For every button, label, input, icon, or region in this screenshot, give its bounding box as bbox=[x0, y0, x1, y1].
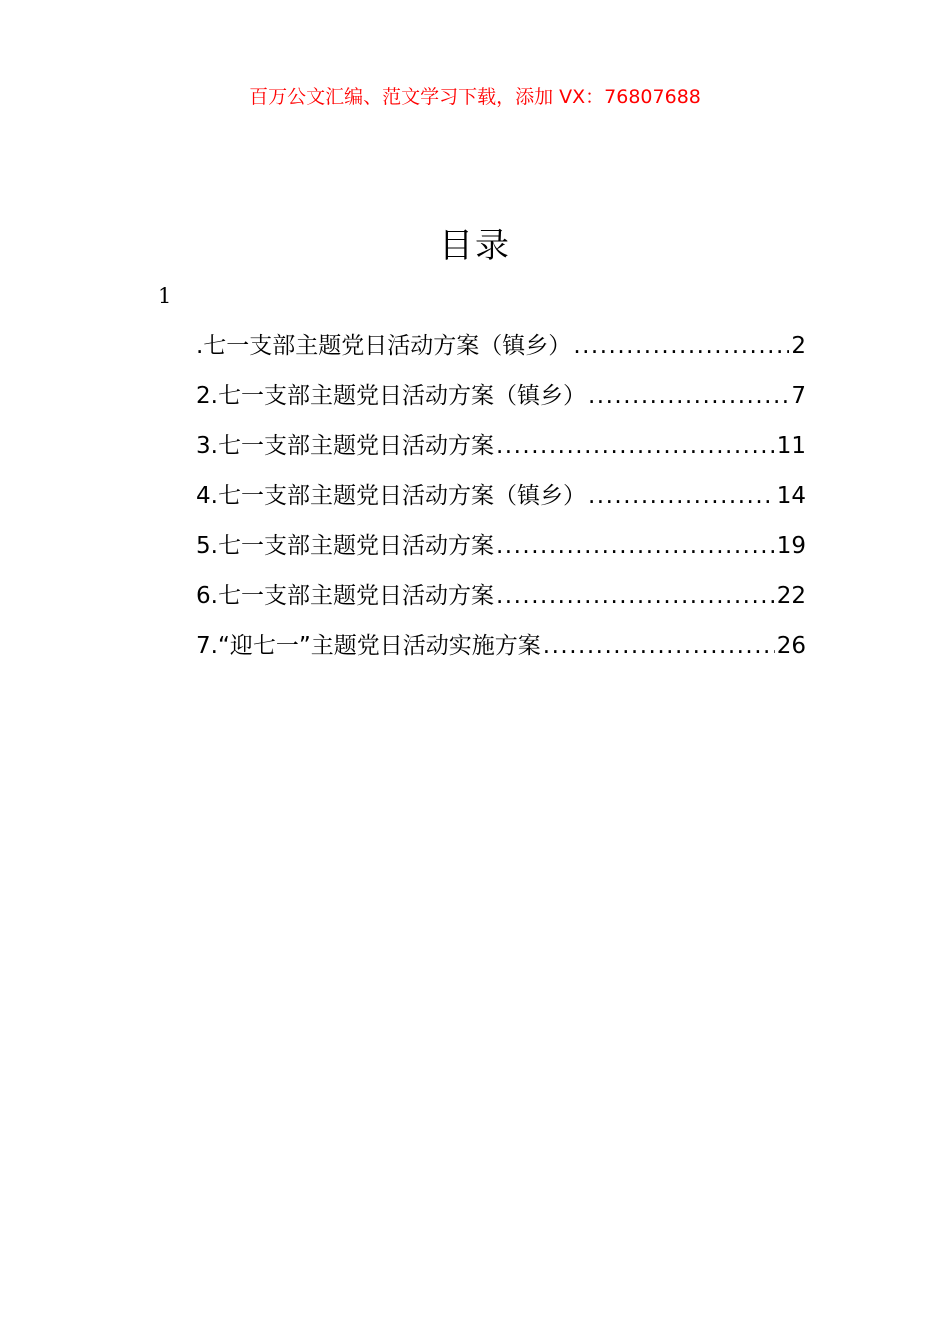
table-of-contents bbox=[196, 328, 806, 678]
toc-entry[interactable] bbox=[196, 428, 806, 478]
toc-entry[interactable] bbox=[196, 378, 806, 428]
toc-entry[interactable] bbox=[196, 528, 806, 578]
toc-entry-label: 7.“迎七一”主题党日活动实施方案 bbox=[196, 633, 541, 659]
toc-entry[interactable] bbox=[196, 478, 806, 528]
toc-dot-leader bbox=[496, 578, 775, 614]
toc-title: 目录 bbox=[439, 226, 511, 266]
toc-entry-label: 6.七一支部主题党日活动方案 bbox=[196, 583, 494, 609]
toc-entry-label: .七一支部主题党日活动方案（镇乡） bbox=[196, 333, 572, 359]
toc-page-number: 14 bbox=[776, 483, 806, 509]
page-marker: 1 bbox=[158, 284, 172, 308]
toc-entry-label: 3.七一支部主题党日活动方案 bbox=[196, 433, 494, 459]
toc-dot-leader bbox=[496, 428, 775, 464]
toc-dot-leader bbox=[573, 328, 789, 364]
toc-page-number: 7 bbox=[791, 383, 806, 409]
toc-entry-label: 5.七一支部主题党日活动方案 bbox=[196, 533, 494, 559]
toc-dot-leader bbox=[543, 628, 775, 664]
toc-page-number: 11 bbox=[776, 433, 806, 459]
toc-entry-label: 4.七一支部主题党日活动方案（镇乡） bbox=[196, 483, 586, 509]
toc-dot-leader bbox=[588, 478, 775, 514]
toc-page-number: 26 bbox=[776, 633, 806, 659]
toc-dot-leader bbox=[588, 378, 789, 414]
toc-entry[interactable] bbox=[196, 578, 806, 628]
header-note: 百万公文汇编、范文学习下载，添加 VX：76807688 bbox=[249, 86, 701, 108]
toc-dot-leader bbox=[496, 528, 775, 564]
toc-entry[interactable] bbox=[196, 628, 806, 678]
toc-entry-label: 2.七一支部主题党日活动方案（镇乡） bbox=[196, 383, 586, 409]
toc-entry[interactable] bbox=[196, 328, 806, 378]
toc-page-number: 19 bbox=[776, 533, 806, 559]
toc-page-number: 22 bbox=[776, 583, 806, 609]
toc-page-number: 2 bbox=[791, 333, 806, 359]
